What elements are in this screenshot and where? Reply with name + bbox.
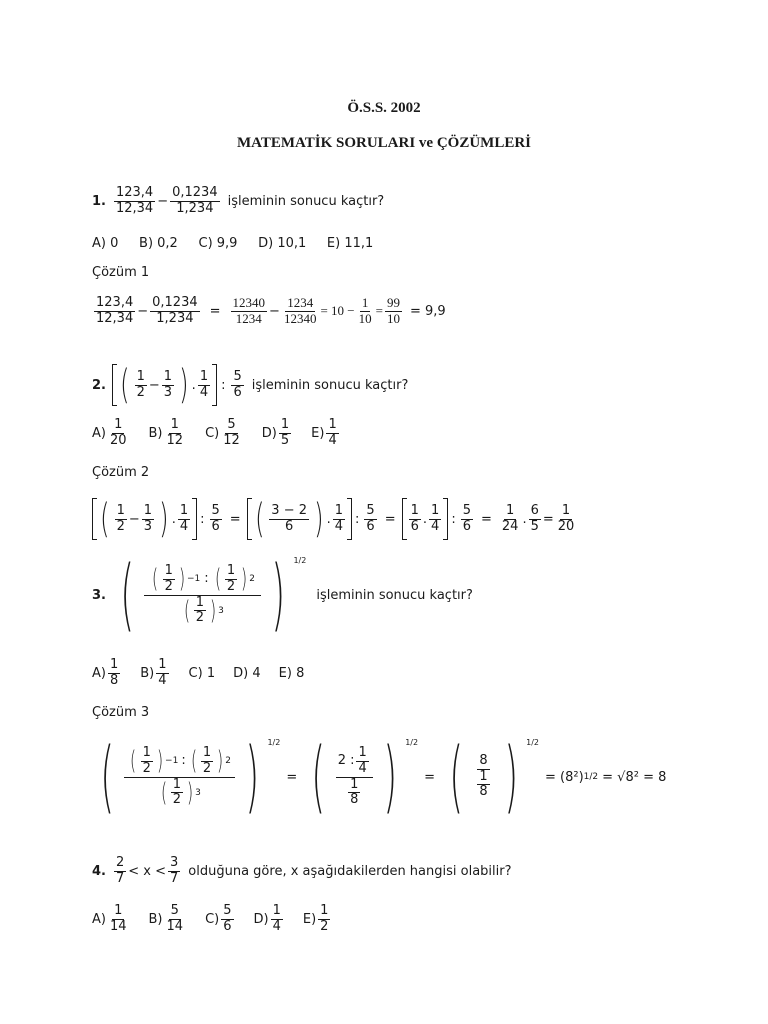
question-text: olduğuna göre, x aşağıdakilerden hangisi olabilir? bbox=[188, 863, 512, 879]
question-number: 4. bbox=[92, 863, 106, 879]
question-text: işleminin sonucu kaçtır? bbox=[227, 193, 385, 209]
answer-options: A) $\frac{1}{20}$ B) $\frac{1}{12}$ C) $\frac{5}{12}$ D) $\frac{1}{5}$ E) $\frac{1}{4}$ bbox=[92, 417, 337, 448]
question-3: 3. ( ( $\frac{1}{2}$ ) −1 : ( $\frac{1}{2}$ ) 2 ( $\frac{1}{2}$ ) 3 ) 1/2 işleminin sonucu kaçtır? bbox=[92, 550, 473, 640]
question-number: 3. bbox=[92, 587, 106, 603]
question-1: 1. $\frac{123,4}{12,34}$ − $\frac{0,1234}{1,234}$ işleminin sonucu kaçtır? bbox=[92, 185, 385, 216]
fraction: $\frac{1}{10}$ bbox=[358, 295, 372, 326]
fraction: $\frac{99}{10}$ bbox=[386, 295, 400, 326]
solution-title: Çözüm 3 bbox=[92, 705, 150, 720]
fraction: $\frac{0,1234}{1,234}$ bbox=[152, 295, 198, 326]
fraction: $\frac{0,1234}{1,234}$ bbox=[172, 185, 218, 216]
solution-3: ( ( $\frac{1}{2}$ ) −1 : ( $\frac{1}{2}$ ) 2 ( $\frac{1}{2}$ ) 3 ) 1/2 = ( 2 : $\frac{1}{4}$ $\frac{1}{8}$ ) 1/2 = ( $\frac{8}{\frac{1}{8}}$ ) 1/2 = (8²) 1/2 = √8² = 8 bbox=[100, 732, 667, 822]
fraction: $\frac{123,4}{12,34}$ bbox=[115, 185, 154, 216]
solution-2: ( $\frac{1}{2}$ − $\frac{1}{3}$ ) . $\frac{1}{4}$ : $\frac{5}{6}$ = ( $\frac{3 - 2}{6}$ ) . $\frac{1}{4}$ : $\frac{5}{6}$ = $\frac{1}{6}$ . $\frac{1}{4}$ : $\frac{5}{6}$ = $\frac{1}{24}$ . $\frac{6}{5}$ = $\frac{1}{20}$ bbox=[92, 498, 578, 540]
question-2: 2. ( $\frac{1}{2}$ − $\frac{1}{3}$ ) . $\frac{1}{4}$ : $\frac{5}{6}$ işleminin sonucu kaçtır? bbox=[92, 362, 409, 408]
answer-options: A) $\frac{1}{14}$ B) $\frac{5}{14}$ C) $\frac{5}{6}$ D) $\frac{1}{4}$ E) $\frac{1}{2}$ bbox=[92, 903, 329, 934]
question-number: 1. bbox=[92, 193, 106, 209]
solution-title: Çözüm 2 bbox=[92, 465, 150, 480]
fraction: $\frac{1234}{12340}$ bbox=[283, 295, 317, 326]
answer-options: A) 0 B) 0,2 C) 9,9 D) 10,1 E) 11,1 bbox=[92, 236, 374, 251]
solution-1: $\frac{123,4}{12,34}$ − $\frac{0,1234}{1,234}$ = $\frac{12340}{1234}$ − $\frac{1234}{12340}$ = 10 − $\frac{1}{10}$ = $\frac{99}{10}$ = 9,9 bbox=[96, 295, 446, 326]
question-text: işleminin sonucu kaçtır? bbox=[316, 587, 473, 603]
exam-title: Ö.S.S. 2002 bbox=[347, 100, 421, 116]
fraction: $\frac{123,4}{12,34}$ bbox=[96, 295, 134, 326]
fraction: $\frac{12340}{1234}$ bbox=[232, 295, 266, 326]
question-text: işleminin sonucu kaçtır? bbox=[251, 377, 409, 393]
question-4: 4. $\frac{2}{7}$ < x < $\frac{3}{7}$ olduğuna göre, x aşağıdakilerden hangisi olabilir? bbox=[92, 855, 512, 886]
answer-options: A) $\frac{1}{8}$ B) $\frac{1}{4}$ C) 1 D) 4 E) 8 bbox=[92, 657, 305, 688]
page-subtitle: MATEMATİK SORULARI ve ÇÖZÜMLERİ bbox=[236, 135, 532, 151]
question-number: 2. bbox=[92, 377, 106, 393]
solution-title: Çözüm 1 bbox=[92, 265, 150, 280]
